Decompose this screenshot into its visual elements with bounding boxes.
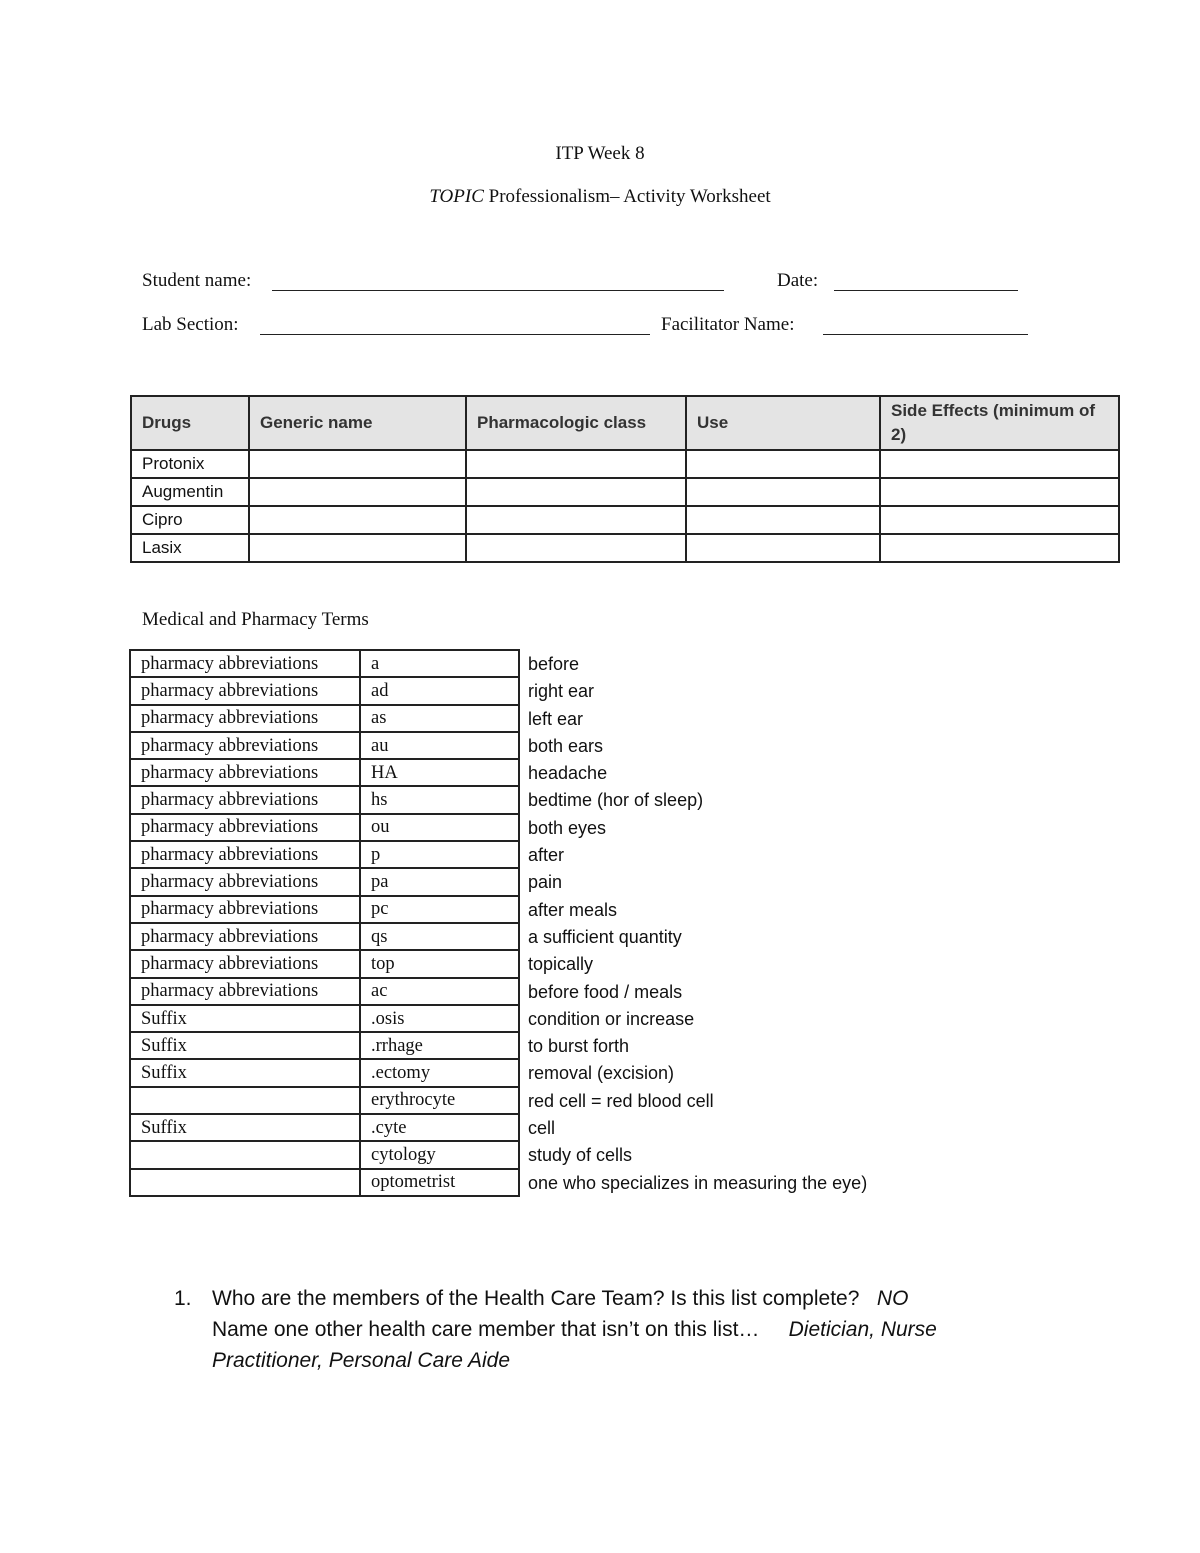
term-abbreviation: p: [360, 841, 519, 868]
generic-name-cell[interactable]: [249, 506, 466, 534]
term-abbreviation: .osis: [360, 1005, 519, 1032]
term-abbreviation: ac: [360, 978, 519, 1005]
term-meanings-list: [528, 651, 867, 1197]
table-row: [130, 1005, 519, 1032]
side-effects-cell[interactable]: [880, 534, 1119, 562]
use-cell[interactable]: [686, 534, 880, 562]
lab-section-label: Lab Section:: [142, 314, 239, 335]
table-row: [131, 506, 1119, 534]
term-abbreviation: a: [360, 650, 519, 677]
term-category: pharmacy abbreviations: [130, 650, 360, 677]
term-meaning: topically: [528, 954, 594, 975]
table-row: [130, 1032, 519, 1059]
term-abbreviation: au: [360, 732, 519, 759]
term-category: pharmacy abbreviations: [130, 896, 360, 923]
pharmacologic-class-cell[interactable]: [466, 450, 686, 478]
term-abbreviation: hs: [360, 786, 519, 813]
column-header-generic-name: Generic name: [249, 396, 466, 450]
topic-label: TOPIC: [429, 186, 484, 207]
term-meaning: before food / meals: [528, 981, 683, 1002]
term-meaning: study of cells: [528, 1145, 633, 1166]
question-1: [174, 1283, 974, 1376]
term-abbreviation: cytology: [360, 1141, 519, 1168]
column-header-pharmacologic-class: Pharmacologic class: [466, 396, 686, 450]
term-abbreviation: ou: [360, 814, 519, 841]
table-row: [130, 1087, 519, 1114]
term-category: Suffix: [130, 1114, 360, 1141]
term-abbreviation: pa: [360, 868, 519, 895]
term-category: pharmacy abbreviations: [130, 950, 360, 977]
term-abbreviation: pc: [360, 896, 519, 923]
term-meaning: a sufficient quantity: [528, 926, 682, 947]
term-category: pharmacy abbreviations: [130, 868, 360, 895]
facilitator-name-label: Facilitator Name:: [661, 314, 795, 335]
answer-text-1: NO: [876, 1287, 909, 1310]
use-cell[interactable]: [686, 506, 880, 534]
terms-section-title: Medical and Pharmacy Terms: [142, 609, 369, 630]
term-category: pharmacy abbreviations: [130, 923, 360, 950]
term-meaning: removal (excision): [528, 1063, 675, 1084]
term-abbreviation: ad: [360, 677, 519, 704]
drug-name: Protonix: [131, 450, 249, 478]
side-effects-cell[interactable]: [880, 506, 1119, 534]
term-category: pharmacy abbreviations: [130, 677, 360, 704]
generic-name-cell[interactable]: [249, 478, 466, 506]
lab-section-field[interactable]: [260, 334, 650, 335]
generic-name-cell[interactable]: [249, 450, 466, 478]
table-row: [130, 650, 519, 677]
term-meaning: before: [528, 654, 580, 674]
term-meaning: to burst forth: [528, 1036, 630, 1057]
term-category: Suffix: [130, 1059, 360, 1086]
table-row: [130, 923, 519, 950]
generic-name-cell[interactable]: [249, 534, 466, 562]
table-row: [130, 868, 519, 895]
table-row: [130, 1169, 519, 1196]
date-label: Date:: [777, 270, 819, 291]
table-row: [130, 978, 519, 1005]
table-row: [130, 841, 519, 868]
term-category: pharmacy abbreviations: [130, 814, 360, 841]
term-abbreviation: .ectomy: [360, 1059, 519, 1086]
term-category: [130, 1087, 360, 1114]
drug-name: Cipro: [131, 506, 249, 534]
term-meaning: condition or increase: [528, 1008, 695, 1029]
facilitator-name-field[interactable]: [823, 334, 1028, 335]
term-category: Suffix: [130, 1005, 360, 1032]
student-name-label: Student name:: [142, 270, 252, 291]
term-meaning: headache: [528, 763, 608, 784]
term-meaning: red cell = red blood cell: [528, 1090, 714, 1111]
term-abbreviation: .cyte: [360, 1114, 519, 1141]
table-row: [130, 1059, 519, 1086]
term-meaning: bedtime (hor of sleep): [528, 790, 704, 811]
question-text-2: Name one other health care member that isn’t on this list…: [212, 1318, 760, 1341]
drug-name: Augmentin: [131, 478, 249, 506]
drug-table-header: [131, 396, 1119, 450]
terms-table: [129, 649, 520, 1197]
table-row: [130, 759, 519, 786]
term-category: [130, 1169, 360, 1196]
drug-name: Lasix: [131, 534, 249, 562]
table-row: [130, 705, 519, 732]
table-row: [131, 478, 1119, 506]
table-row: [131, 534, 1119, 562]
term-abbreviation: erythrocyte: [360, 1087, 519, 1114]
student-name-field[interactable]: [272, 290, 724, 291]
side-effects-cell[interactable]: [880, 478, 1119, 506]
term-meaning: after: [528, 845, 565, 866]
answer-text-2: Dietician, Nurse Practitioner, Personal Care Aide: [212, 1318, 937, 1372]
term-abbreviation: qs: [360, 923, 519, 950]
table-row: [130, 950, 519, 977]
term-meaning: right ear: [528, 681, 595, 702]
pharmacologic-class-cell[interactable]: [466, 478, 686, 506]
term-category: pharmacy abbreviations: [130, 978, 360, 1005]
term-category: pharmacy abbreviations: [130, 786, 360, 813]
question-text-1: Who are the members of the Health Care Team? Is this list complete?: [212, 1287, 860, 1310]
table-row: [130, 677, 519, 704]
table-row: [130, 1141, 519, 1168]
term-category: pharmacy abbreviations: [130, 732, 360, 759]
date-field[interactable]: [834, 290, 1018, 291]
term-abbreviation: HA: [360, 759, 519, 786]
term-category: [130, 1141, 360, 1168]
question-number: 1.: [174, 1287, 192, 1310]
table-row: [131, 450, 1119, 478]
term-meaning: both ears: [528, 735, 604, 756]
term-abbreviation: as: [360, 705, 519, 732]
term-meaning: one who specializes in measuring the eye): [528, 1172, 868, 1193]
drug-table: [130, 395, 1120, 563]
pharmacologic-class-cell[interactable]: [466, 506, 686, 534]
term-meaning: left ear: [528, 708, 584, 729]
term-abbreviation: optometrist: [360, 1169, 519, 1196]
side-effects-cell[interactable]: [880, 450, 1119, 478]
table-row: [130, 732, 519, 759]
use-cell[interactable]: [686, 450, 880, 478]
term-category: Suffix: [130, 1032, 360, 1059]
table-row: [130, 896, 519, 923]
term-category: pharmacy abbreviations: [130, 841, 360, 868]
table-row: [130, 1114, 519, 1141]
pharmacologic-class-cell[interactable]: [466, 534, 686, 562]
page-subtitle: [0, 186, 1200, 208]
table-row: [130, 786, 519, 813]
term-meaning: both eyes: [528, 817, 607, 838]
term-meaning: pain: [528, 872, 563, 893]
term-meaning: after meals: [528, 899, 618, 920]
table-row: [130, 814, 519, 841]
column-header-use: Use: [686, 396, 880, 450]
column-header-side-effects: Side Effects (minimum of 2): [880, 396, 1119, 450]
term-category: pharmacy abbreviations: [130, 705, 360, 732]
term-abbreviation: top: [360, 950, 519, 977]
term-category: pharmacy abbreviations: [130, 759, 360, 786]
column-header-drugs: Drugs: [131, 396, 249, 450]
term-abbreviation: .rrhage: [360, 1032, 519, 1059]
term-meaning: cell: [528, 1118, 556, 1139]
page-title: ITP Week 8: [555, 143, 645, 164]
topic-text: Professionalism– Activity Worksheet: [483, 186, 771, 207]
use-cell[interactable]: [686, 478, 880, 506]
